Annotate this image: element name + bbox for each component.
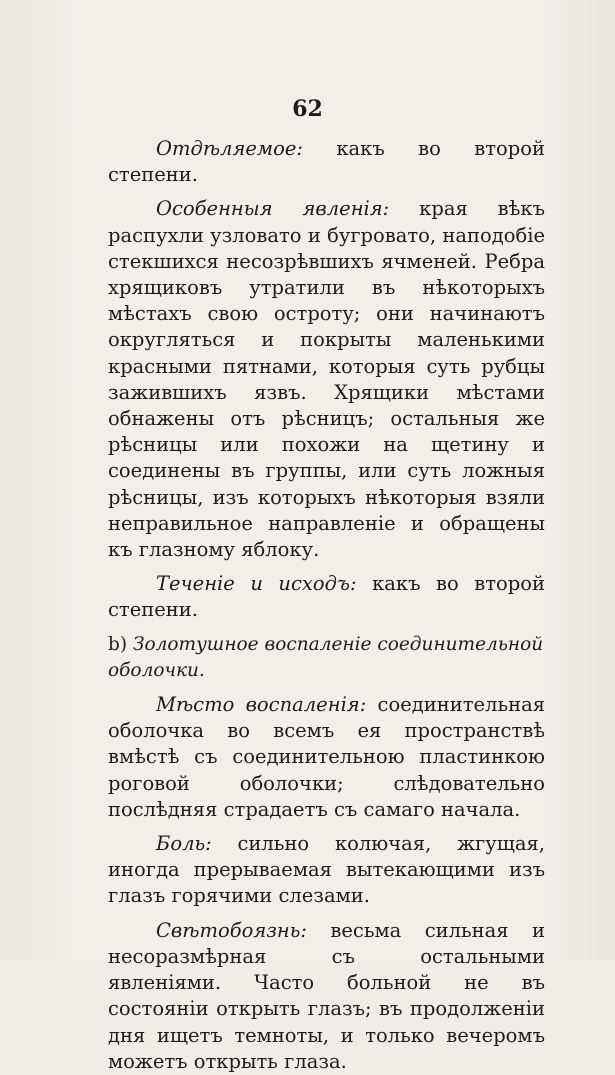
paragraph-lead: Особенныя явленія: <box>156 197 390 221</box>
paragraph-location <box>108 692 545 823</box>
paragraph-discharge <box>108 136 545 188</box>
paragraph-pain <box>108 831 545 910</box>
paragraph-course <box>108 571 545 623</box>
section-title: Золотушное воспаленіе соединительной оболочки. <box>108 633 544 681</box>
paragraph-text: края вѣкъ распухли узловато и бугровато, наподобіе стекшихся несозрѣвшихъ ячменей. Ребра хрящиковъ утратили въ нѣкоторыхъ мѣстахъ свою остроту; они начинаютъ округляться и покрыты маленькими красными пятнами, которыя суть рубцы зажившихъ язвъ. Хрящики мѣстами обнажены отъ рѣсницъ; остальныя же рѣсницы или похожи на щетину и соединены въ группы, или суть ложныя рѣсницы, изъ которыхъ нѣкоторыя взяли неправильное направленіе и обращены къ глазному яблоку. <box>108 197 545 562</box>
paragraph-text: соединительная оболочка во всемъ ея пространствѣ вмѣстѣ съ соединительною пластинкою роговой оболочки; слѣдовательно послѣдняя страдаетъ съ самаго начала. <box>108 693 545 821</box>
body-text <box>108 136 545 1075</box>
paragraph-lead: Отдѣляемое: <box>156 137 303 160</box>
paragraph-text: какъ во второй степени. <box>108 137 545 187</box>
paragraph-lead: Мѣсто воспаленія: <box>156 693 367 717</box>
paragraph-lead: Теченіе и исходъ: <box>156 572 357 596</box>
paragraph-text: сильно колючая, жгущая, иногда прерываемая вытекающими изъ глазъ горячими слезами. <box>108 832 545 908</box>
paragraph-lead: Боль: <box>156 832 212 856</box>
paragraph-special-symptoms <box>108 196 545 563</box>
paragraph-text: весьма сильная и несоразмѣрная съ остальными явленіями. Часто больной не въ состояніи открыть глазъ; въ продолженіи дня ищетъ темноты, и только вечеромъ можетъ открыть глаза. <box>108 918 545 1073</box>
paragraph-photophobia <box>108 918 545 1075</box>
paragraph-text: какъ во второй степени. <box>108 572 546 622</box>
section-heading <box>108 632 545 684</box>
section-marker: b) <box>108 633 128 655</box>
paragraph-lead: Свѣтобоязнь: <box>156 918 307 942</box>
page-number: 62 <box>292 96 323 122</box>
